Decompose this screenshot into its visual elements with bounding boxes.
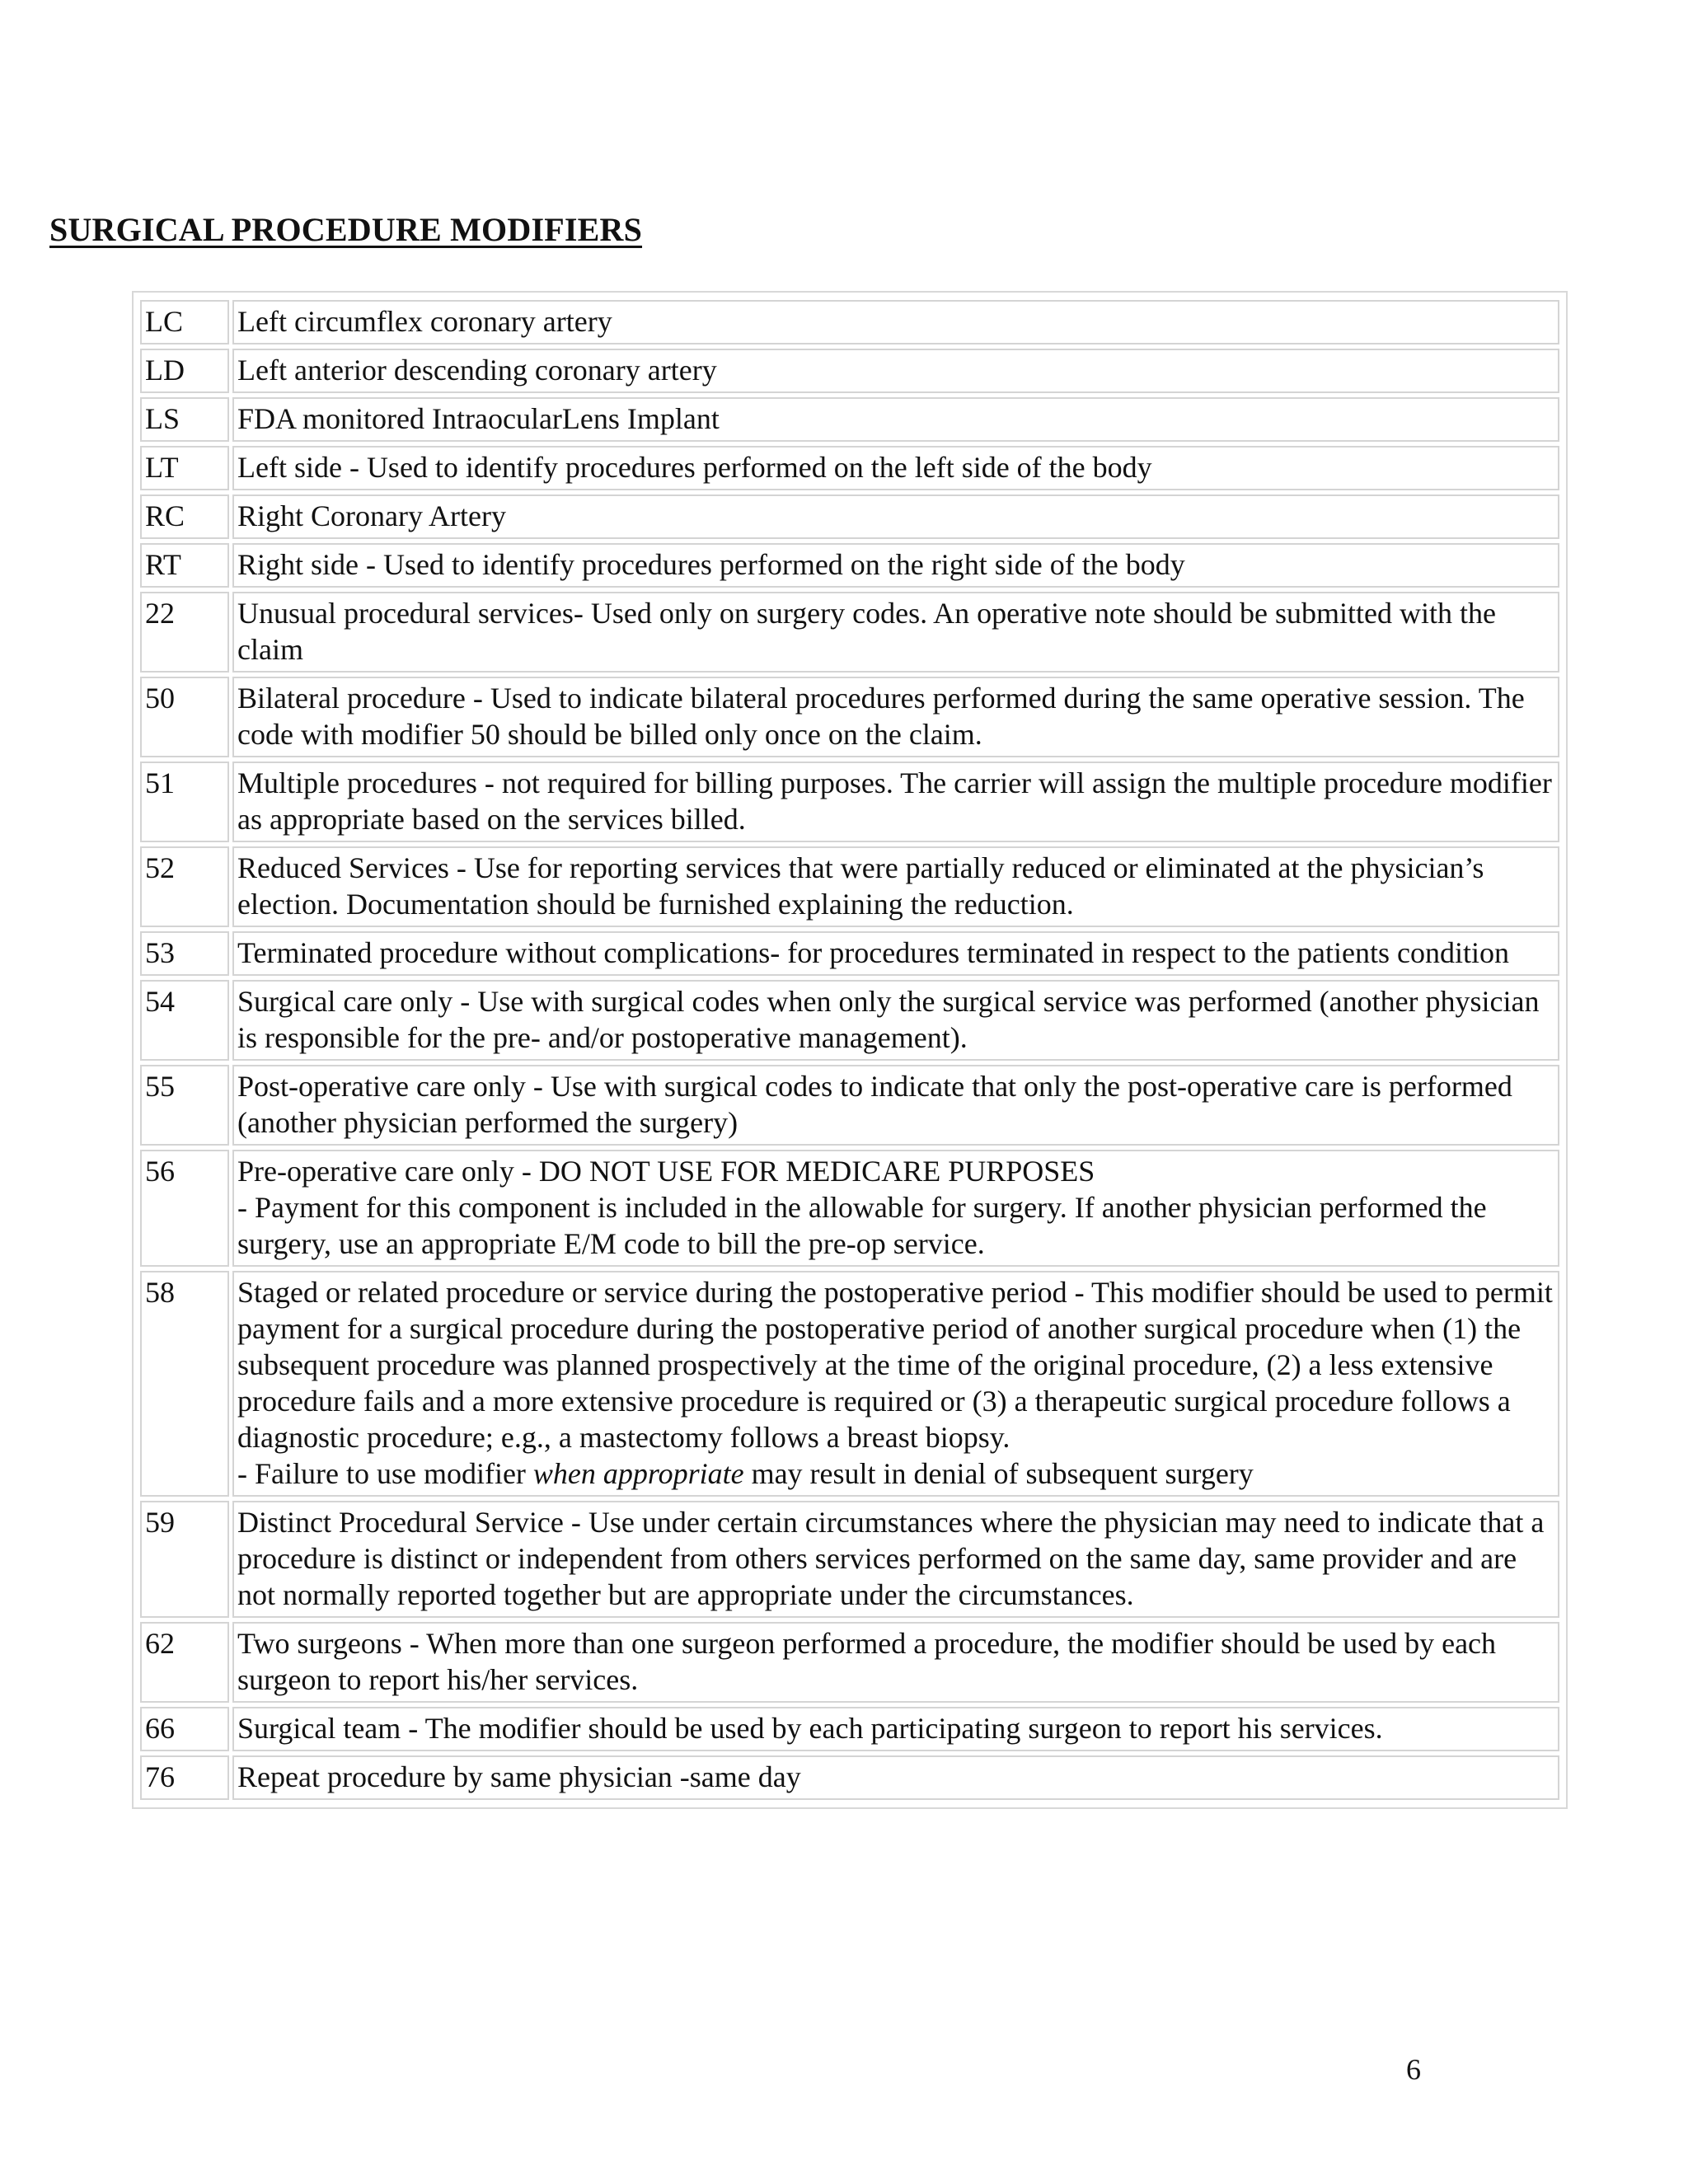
modifier-description [232,397,1559,442]
table-row [140,543,1559,588]
table-row [140,300,1559,344]
modifier-code: 76 [140,1755,229,1800]
modifier-code: LS [140,397,229,442]
modifier-code: LC [140,300,229,344]
modifier-code: 53 [140,931,229,976]
description-line: Repeat procedure by same physician -same day [237,1760,801,1793]
description-line: Left side - Used to identify procedures performed on the left side of the body [237,451,1152,484]
modifier-description [232,349,1559,393]
description-line: Right side - Used to identify procedures performed on the right side of the body [237,548,1185,581]
modifier-description [232,1150,1559,1267]
page-title: SURGICAL PROCEDURE MODIFIERS [49,211,643,248]
description-line: - Payment for this component is included in the allowable for surgery. If another physician performed the surgery, use an appropriate E/M code to bill the pre-op service. [237,1191,1487,1260]
modifier-code: 59 [140,1501,229,1618]
modifier-description [232,1501,1559,1618]
modifier-code: 54 [140,980,229,1061]
description-line [237,1455,1554,1492]
modifier-description [232,1271,1559,1497]
description-line: Surgical care only - Use with surgical codes when only the surgical service was performed (another physician is responsible for the pre- and/or postoperative management). [237,985,1540,1054]
modifier-description [232,592,1559,673]
description-line: Unusual procedural services- Used only on surgery codes. An operative note should be submitted with the claim [237,597,1496,666]
modifier-description [232,1622,1559,1703]
table-row [140,397,1559,442]
modifier-code: RC [140,494,229,539]
description-line: Bilateral procedure - Used to indicate bilateral procedures performed during the same operative session. The code with modifier 50 should be billed only once on the claim. [237,682,1525,751]
modifier-code: LD [140,349,229,393]
description-line: Multiple procedures - not required for billing purposes. The carrier will assign the multiple procedure modifier as appropriate based on the services billed. [237,766,1552,836]
modifier-description [232,543,1559,588]
table-row [140,762,1559,842]
table-row [140,1150,1559,1267]
page-number: 6 [1406,2053,1421,2086]
table-row [140,349,1559,393]
description-line: Surgical team - The modifier should be used by each participating surgeon to report his services. [237,1712,1383,1745]
modifier-code: 52 [140,846,229,927]
modifier-description [232,300,1559,344]
modifier-description [232,1755,1559,1800]
description-line: Left anterior descending coronary artery [237,354,717,387]
modifier-description [232,1707,1559,1751]
modifier-table-container [132,291,1568,1809]
description-line: Right Coronary Artery [237,499,506,532]
modifier-code: 55 [140,1065,229,1146]
table-row [140,980,1559,1061]
table-row [140,494,1559,539]
modifier-code: 62 [140,1622,229,1703]
table-row [140,1271,1559,1497]
modifier-description [232,677,1559,757]
table-row [140,1065,1559,1146]
table-row [140,846,1559,927]
description-text: - Failure to use modifier [237,1457,533,1490]
modifier-description [232,980,1559,1061]
modifier-table-body [140,300,1559,1800]
description-line: Left circumflex coronary artery [237,305,612,338]
table-row [140,1755,1559,1800]
description-line: Pre-operative care only - DO NOT USE FOR MEDICARE PURPOSES [237,1155,1095,1188]
modifier-code: 50 [140,677,229,757]
modifier-table [137,296,1563,1804]
modifier-description [232,494,1559,539]
modifier-code: 58 [140,1271,229,1497]
description-line: Distinct Procedural Service - Use under certain circumstances where the physician may need to indicate that a procedure is distinct or independent from others services performed on the same day, same provider and are not normally reported together but are appropriate under the circumstances. [237,1506,1545,1611]
table-row [140,1622,1559,1703]
modifier-code: 56 [140,1150,229,1267]
modifier-description [232,762,1559,842]
table-row [140,1501,1559,1618]
description-line: Reduced Services - Use for reporting services that were partially reduced or eliminated at the physician’s election. Documentation should be furnished explaining the reduction. [237,851,1484,921]
modifier-description [232,931,1559,976]
modifier-description [232,446,1559,490]
table-row [140,931,1559,976]
description-text: may result in denial of subsequent surgery [743,1457,1254,1490]
description-emphasis: when appropriate [532,1457,744,1490]
modifier-code: 51 [140,762,229,842]
modifier-description [232,1065,1559,1146]
description-line: Two surgeons - When more than one surgeon performed a procedure, the modifier should be used by each surgeon to report his/her services. [237,1627,1497,1696]
description-line: Staged or related procedure or service during the postoperative period - This modifier should be used to permit payment for a surgical procedure during the postoperative period of another surgical procedure when (1) the subsequent procedure was planned prospectively at the time of the original procedure, (2) a less extensive procedure fails and a more extensive procedure is required or (3) a therapeutic surgical procedure follows a diagnostic procedure; e.g., a mastectomy follows a breast biopsy. [237,1276,1553,1454]
modifier-code: RT [140,543,229,588]
description-line: Post-operative care only - Use with surgical codes to indicate that only the post-operative care is performed (another physician performed the surgery) [237,1070,1512,1139]
description-line: Terminated procedure without complications- for procedures terminated in respect to the patients condition [237,936,1509,969]
table-row [140,446,1559,490]
modifier-code: 22 [140,592,229,673]
modifier-description [232,846,1559,927]
table-row [140,677,1559,757]
modifier-code: LT [140,446,229,490]
description-line: FDA monitored IntraocularLens Implant [237,402,720,435]
modifier-code: 66 [140,1707,229,1751]
table-row [140,592,1559,673]
table-row [140,1707,1559,1751]
